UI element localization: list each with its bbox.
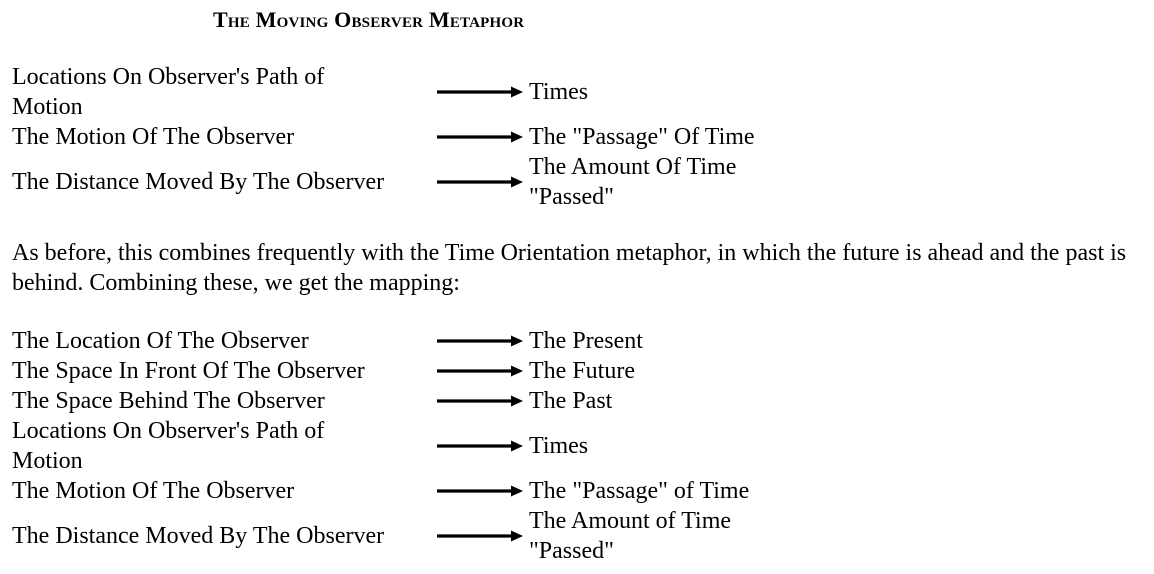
right-arrow-icon [437,86,523,98]
mapping-target: The Amount Of Time "Passed" [529,154,737,210]
mapping-source: The Space Behind The Observer [12,388,325,414]
right-arrow-icon [437,176,523,188]
mapping-source: Locations On Observer's Path of Motion [12,418,325,474]
mapping-target: Times [529,79,589,105]
mapping-target: The "Passage" of Time [529,478,750,504]
mapping-target: The Future [529,358,635,384]
mapping-source: Locations On Observer's Path of Motion [12,64,325,120]
mapping-target: The Past [529,388,613,414]
mapping-source: The Location Of The Observer [12,328,309,354]
right-arrow-icon [437,365,523,377]
mapping-target: Times [529,433,589,459]
mapping-source: The Distance Moved By The Observer [12,523,385,549]
right-arrow-icon [437,335,523,347]
right-arrow-icon [437,485,523,497]
mapping-target: The "Passage" Of Time [529,124,755,150]
mapping-target: The Present [529,328,643,354]
page-title: The Moving Observer Metaphor [213,7,525,32]
mapping-source: The Space In Front Of The Observer [12,358,365,384]
right-arrow-icon [437,530,523,542]
right-arrow-icon [437,131,523,143]
right-arrow-icon [437,395,523,407]
mapping-target: The Amount of Time "Passed" [529,508,732,564]
mapping-source: The Distance Moved By The Observer [12,169,385,195]
right-arrow-icon [437,440,523,452]
mapping-source: The Motion Of The Observer [12,124,295,150]
mapping-source: The Motion Of The Observer [12,478,295,504]
body-paragraph: As before, this combines frequently with the Time Orientation metaphor, in which the future is ahead and the past is behind. Combining these, we get the mapping: [12,240,1127,296]
